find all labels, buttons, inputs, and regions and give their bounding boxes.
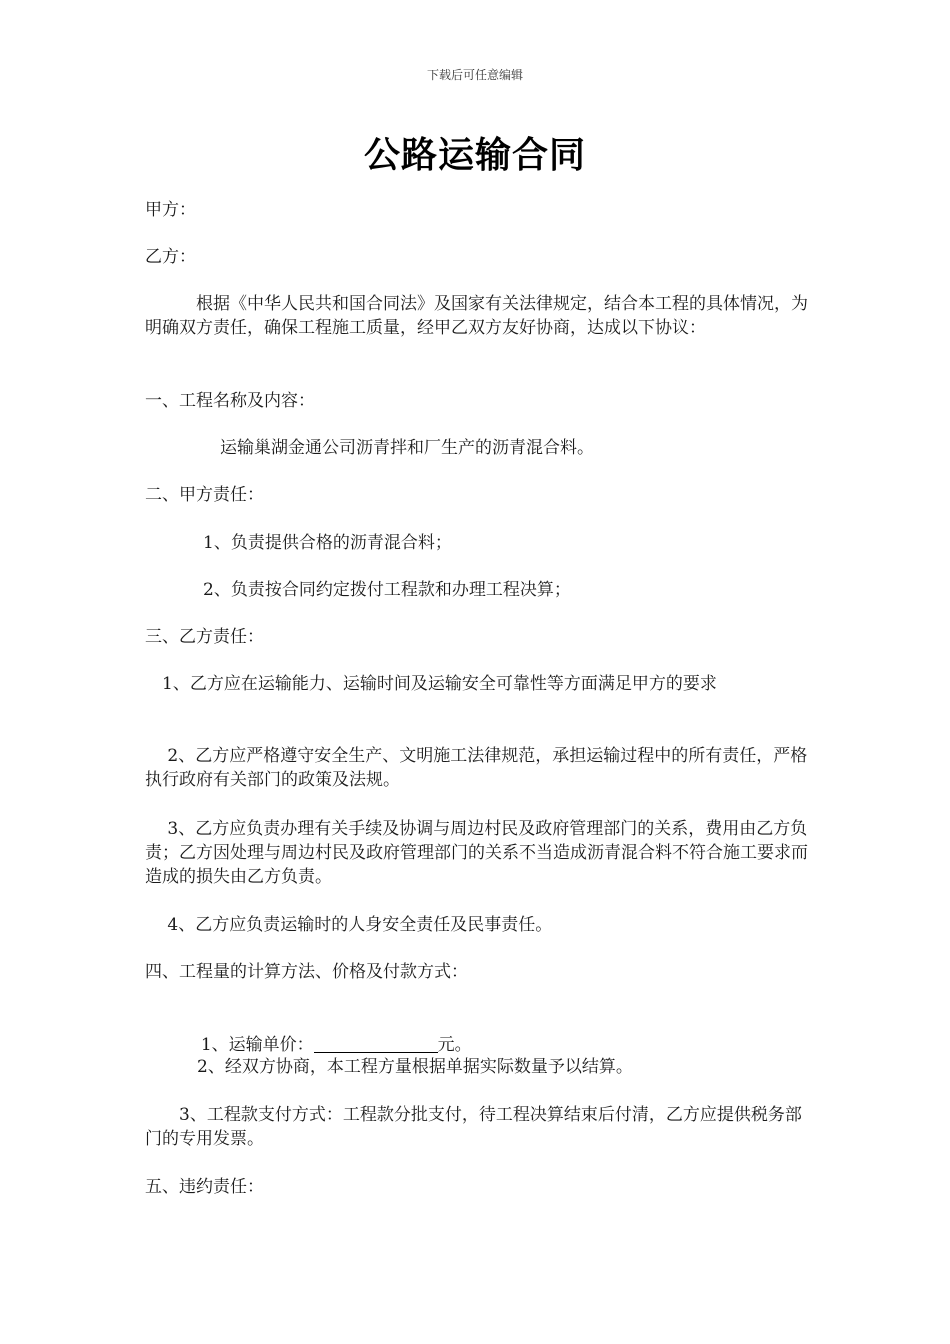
unit-price-unit: 元。	[437, 1035, 472, 1055]
section-1-content: 运输巢湖金通公司沥青拌和厂生产的沥青混合料。	[220, 438, 594, 458]
section-3-item-1: 1、乙方应在运输能力、运输时间及运输安全可靠性等方面满足甲方的要求	[145, 674, 717, 694]
section-2-heading: 二、甲方责任：	[145, 485, 264, 505]
party-a-label: 甲方：	[145, 200, 196, 220]
section-3-item-3: 3、乙方应负责办理有关手续及协调与周边村民及政府管理部门的关系，费用由乙方负责；乙方因处理与周边村民及政府管理部门的关系不当造成沥青混合料不符合施工要求而造成的损失由乙方负责。	[145, 819, 808, 887]
unit-price-label: 1、运输单价：	[200, 1035, 314, 1055]
section-3-item-2: 2、乙方应严格遵守安全生产、文明施工法律规范，承担运输过程中的所有责任，严格执行政府有关部门的政策及法规。	[145, 746, 808, 790]
section-4-item-3: 3、工程款支付方式：工程款分批支付，待工程决算结束后付清，乙方应提供税务部门的专用发票。	[145, 1105, 802, 1149]
section-4-item-2: 2、经双方协商，本工程方量根据单据实际数量予以结算。	[197, 1057, 633, 1077]
section-2-item-1: 1、负责提供合格的沥青混合料；	[203, 533, 452, 553]
preamble-paragraph: 根据《中华人民共和国合同法》及国家有关法律规定，结合本工程的具体情况，为明确双方责任，确保工程施工质量，经甲乙双方友好协商，达成以下协议：	[145, 294, 808, 338]
section-5-heading: 五、违约责任：	[145, 1177, 264, 1197]
header-note: 下载后可任意编辑	[426, 68, 523, 82]
unit-price-blank	[314, 1034, 438, 1053]
section-2-item-2: 2、负责按合同约定拨付工程款和办理工程决算；	[203, 580, 571, 600]
section-3-heading: 三、乙方责任：	[145, 627, 264, 647]
document-title: 公路运输合同	[363, 134, 586, 176]
party-b-label: 乙方：	[145, 247, 196, 267]
section-4-item-1	[190, 1009, 855, 1057]
section-4-heading: 四、工程量的计算方法、价格及付款方式：	[145, 962, 468, 982]
section-1-heading: 一、工程名称及内容：	[145, 391, 315, 411]
section-3-item-4: 4、乙方应负责运输时的人身安全责任及民事责任。	[145, 915, 553, 935]
